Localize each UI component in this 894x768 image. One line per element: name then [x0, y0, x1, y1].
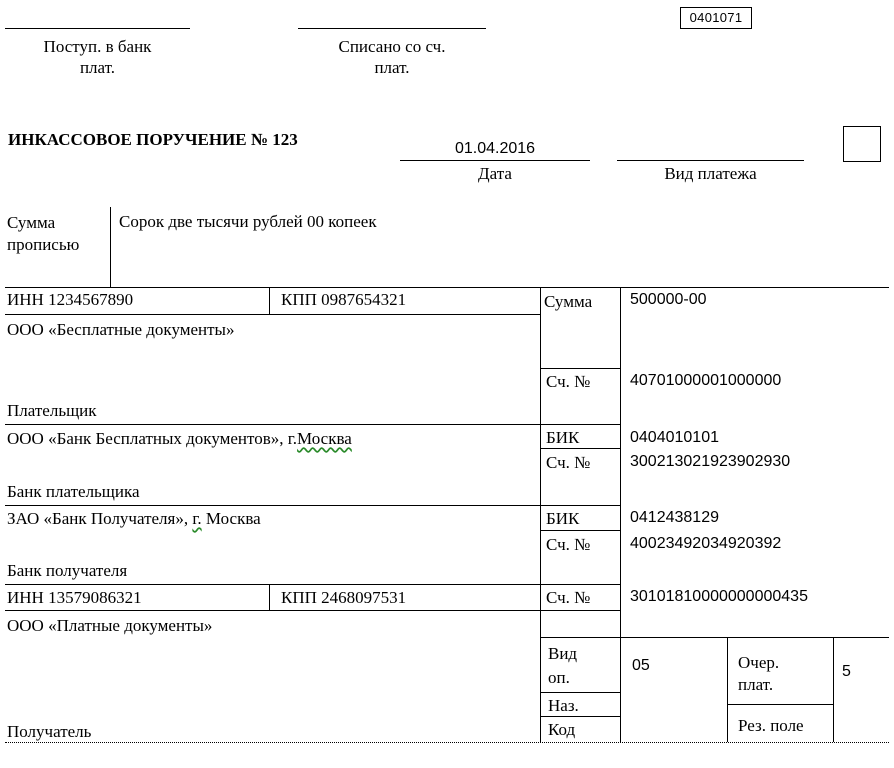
priority-value: 5	[842, 663, 851, 680]
code-label: Код	[548, 720, 576, 739]
operation-type-label: Вид оп.	[548, 644, 578, 687]
payer-account-label: Сч. №	[546, 372, 591, 391]
recipient-bank-account-value: 40023492034920392	[630, 535, 782, 552]
received-in-bank-label: Поступ. в банк плат.	[43, 37, 152, 77]
payer-kpp: КПП 0987654321	[281, 290, 407, 309]
payer-bank-account-label: Сч. №	[546, 453, 591, 472]
recipient-kpp: КПП 2468097531	[281, 588, 407, 607]
payer-inn: ИНН 1234567890	[7, 290, 134, 309]
recipient-bank-name-prefix: ЗАО «Банк Получателя»,	[7, 509, 193, 528]
purpose-label: Наз.	[548, 696, 579, 715]
payer-bank-bik-value: 0404010101	[630, 429, 719, 446]
payer-label: Плательщик	[7, 401, 97, 420]
payer-bank-name	[7, 429, 352, 449]
payment-type-label: Вид платежа	[664, 164, 757, 183]
payment-type-box	[843, 126, 881, 162]
sum-label: Сумма	[544, 292, 593, 311]
debited-from-account-label: Списано со сч. плат.	[338, 37, 446, 77]
date-value: 01.04.2016	[454, 140, 536, 157]
recipient-bank-g: г.	[192, 509, 202, 528]
document-title: ИНКАССОВОЕ ПОРУЧЕНИЕ № 123	[8, 130, 298, 149]
recipient-bank-city: Москва	[201, 509, 261, 528]
payer-bank-label: Банк плательщика	[7, 482, 140, 501]
recipient-bank-bik-label: БИК	[546, 509, 580, 528]
recipient-bank-name	[7, 509, 261, 529]
form-code-box: 0401071	[680, 7, 752, 29]
amount-words-value: Сорок две тысячи рублей 00 копеек	[119, 212, 377, 231]
payer-bank-city: Москва	[297, 429, 352, 448]
amount-words-label: Сумма прописью	[7, 213, 80, 254]
payer-account-value: 40701000001000000	[630, 372, 782, 389]
sum-value: 500000-00	[630, 291, 707, 308]
recipient-bank-account-label: Сч. №	[546, 535, 591, 554]
recipient-account-value: 30101810000000000435	[630, 588, 808, 605]
operation-type-value: 05	[632, 657, 650, 674]
recipient-bank-bik-value: 0412438129	[630, 509, 719, 526]
recipient-name: ООО «Платные документы»	[7, 616, 213, 635]
recipient-label: Получатель	[7, 722, 92, 741]
priority-label: Очер. плат.	[738, 653, 780, 694]
recipient-account-label: Сч. №	[546, 588, 591, 607]
payer-bank-bik-label: БИК	[546, 428, 580, 447]
reserve-field-label: Рез. поле	[738, 716, 804, 735]
recipient-bank-label: Банк получателя	[7, 561, 128, 580]
payer-name: ООО «Бесплатные документы»	[7, 320, 235, 339]
payer-bank-account-value: 300213021923902930	[630, 453, 791, 470]
recipient-inn: ИНН 13579086321	[7, 588, 142, 607]
payer-bank-name-prefix: ООО «Банк Бесплатных документов», г.	[7, 429, 298, 448]
date-label: Дата	[478, 164, 512, 183]
